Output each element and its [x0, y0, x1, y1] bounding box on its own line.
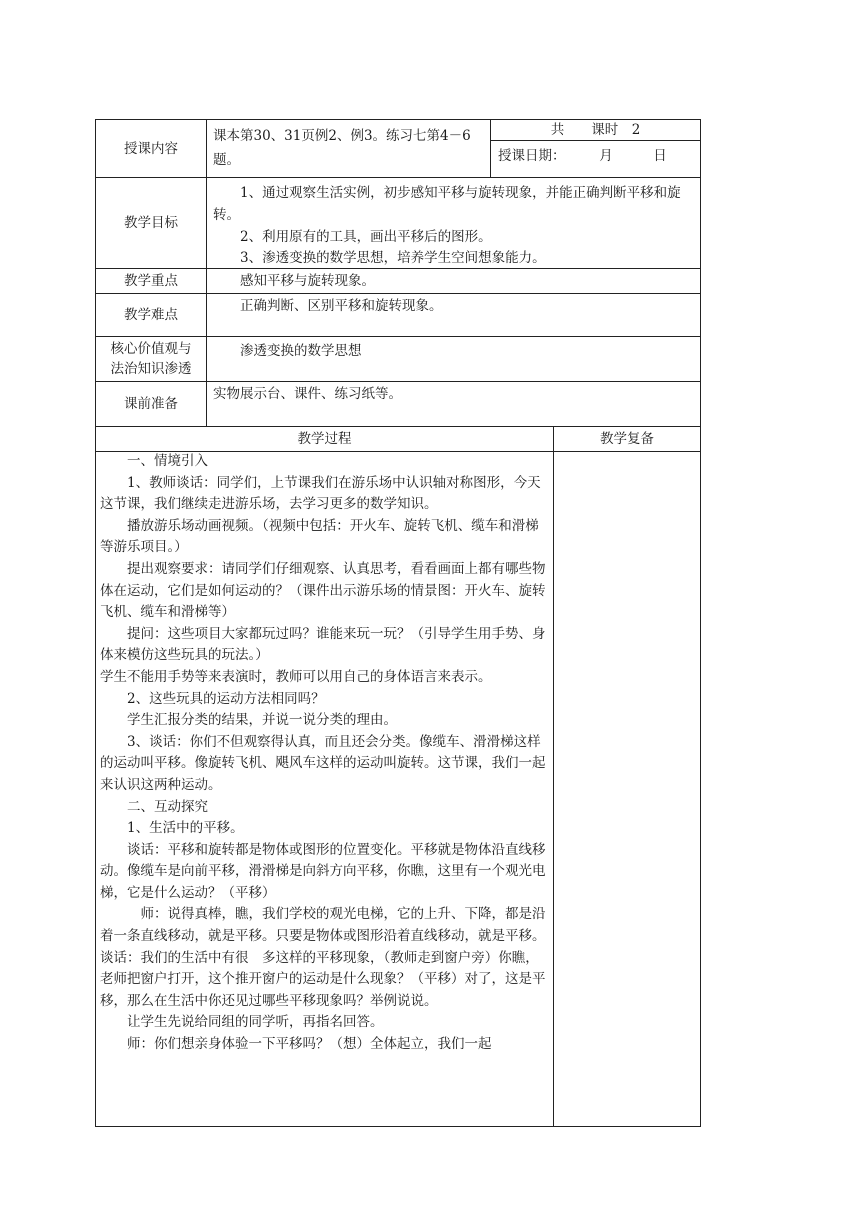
process-paragraph: 提出观察要求：请同学们仔细观察、认真思考，看看画面上都有哪些物体在运动，它们是如何运动的？（课件出示游乐场的情景图：开火车、旋转飞机、缆车和滑梯等） [100, 560, 546, 621]
values-label-line: 法治知识渗透 [110, 361, 192, 377]
values-label-line: 核心价值观与 [110, 341, 192, 357]
process-paragraph: 播放游乐场动画视频。（视频中包括：开火车、旋转飞机、缆车和滑梯等游乐项目。） [100, 517, 539, 556]
teaching-process-body [100, 451, 550, 1056]
process-paragraph: 师：说得真棒，瞧，我们学校的观光电梯，它的上升、下降，都是沿着一条直线移动，就是平移。只要是物体或图形沿着直线移动，就是平移。 [100, 906, 546, 945]
content-text: 课本第30、31页例2、例3。练习七第4－6题。 [213, 128, 471, 168]
goal-item: 1、通过观察生活实例，初步感知平移与旋转现象，并能正确判断平移和旋转。 [213, 185, 681, 223]
periods-text: 共 课时 2 [550, 122, 641, 138]
focus-label: 教学重点 [124, 273, 178, 289]
process-paragraph: 二、互动探究 [100, 798, 208, 815]
prep-text: 实物展示台、课件、练习纸等。 [213, 386, 402, 402]
goals-label: 教学目标 [124, 215, 178, 231]
table-rule [206, 119, 207, 426]
process-paragraph: 1、生活中的平移。 [100, 820, 244, 837]
table-rule [553, 426, 554, 1126]
process-paragraph: 1、教师谈话：同学们，上节课我们在游乐场中认识轴对称图形，今天这节课，我们继续走进游乐场，去学习更多的数学知识。 [100, 474, 541, 513]
process-paragraph: 学生不能用手势等来表演时，教师可以用自己的身体语言来表示。 [100, 668, 492, 685]
process-paragraph: 3、谈话：你们不但观察得认真，而且还会分类。像缆车、滑滑梯这样的运动叫平移。像旋转飞机、飓风车这样的运动叫旋转。这节课，我们一起来认识这两种运动。 [100, 733, 546, 793]
process-paragraph: 师：你们想亲身体验一下平移吗？（想）全体起立，我们一起 [100, 1036, 492, 1053]
table-rule [490, 140, 701, 141]
goal-item: 3、渗透变换的数学思想，培养学生空间想象能力。 [213, 250, 546, 266]
process-paragraph: 谈话：平移和旋转都是物体或图形的位置变化。平移就是物体沿直线移动。像缆车是向前平移，滑滑梯是向斜方向平移，你瞧，这里有一个观光电梯，它是什么运动？（平移） [100, 841, 546, 901]
goal-item: 2、利用原有的工具，画出平移后的图形。 [213, 229, 492, 245]
process-paragraph: 一、情境引入 [100, 453, 208, 469]
content-label: 授课内容 [124, 140, 178, 157]
process-paragraph: 谈话：我们的生活中有很 多这样的平移现象，（教师走到窗户旁）你瞧，老师把窗户打开，这个推开窗户的运动是什么现象？（平移）对了，这是平移，那么在生活中你还见过哪些平移现象吗？举例说说。 [100, 949, 546, 1009]
difficulty-label: 教学难点 [124, 307, 178, 323]
process-paragraph: 提问：这些项目大家都玩过吗？谁能来玩一玩？（引导学生用手势、身体来模仿这些玩具的玩法。） [100, 625, 546, 664]
review-label: 教学复备 [600, 431, 654, 447]
table-rule [700, 119, 701, 1127]
process-paragraph: 2、这些玩具的运动方法相同吗？ [100, 690, 325, 707]
process-paragraph: 让学生先说给同组的同学听，再指名回答。 [100, 1014, 384, 1031]
table-rule [95, 1126, 701, 1127]
process-label: 教学过程 [297, 431, 352, 447]
values-label [96, 337, 206, 381]
focus-text: 感知平移与旋转现象。 [213, 273, 375, 289]
date-text: 授课日期： 月 日 [498, 148, 667, 164]
prep-label: 课前准备 [124, 396, 178, 412]
difficulty-text: 正确判断、区别平移和旋转现象。 [213, 298, 443, 314]
process-paragraph: 学生汇报分类的结果，并说一说分类的理由。 [100, 712, 397, 729]
values-text: 渗透变换的数学思想 [213, 343, 362, 359]
